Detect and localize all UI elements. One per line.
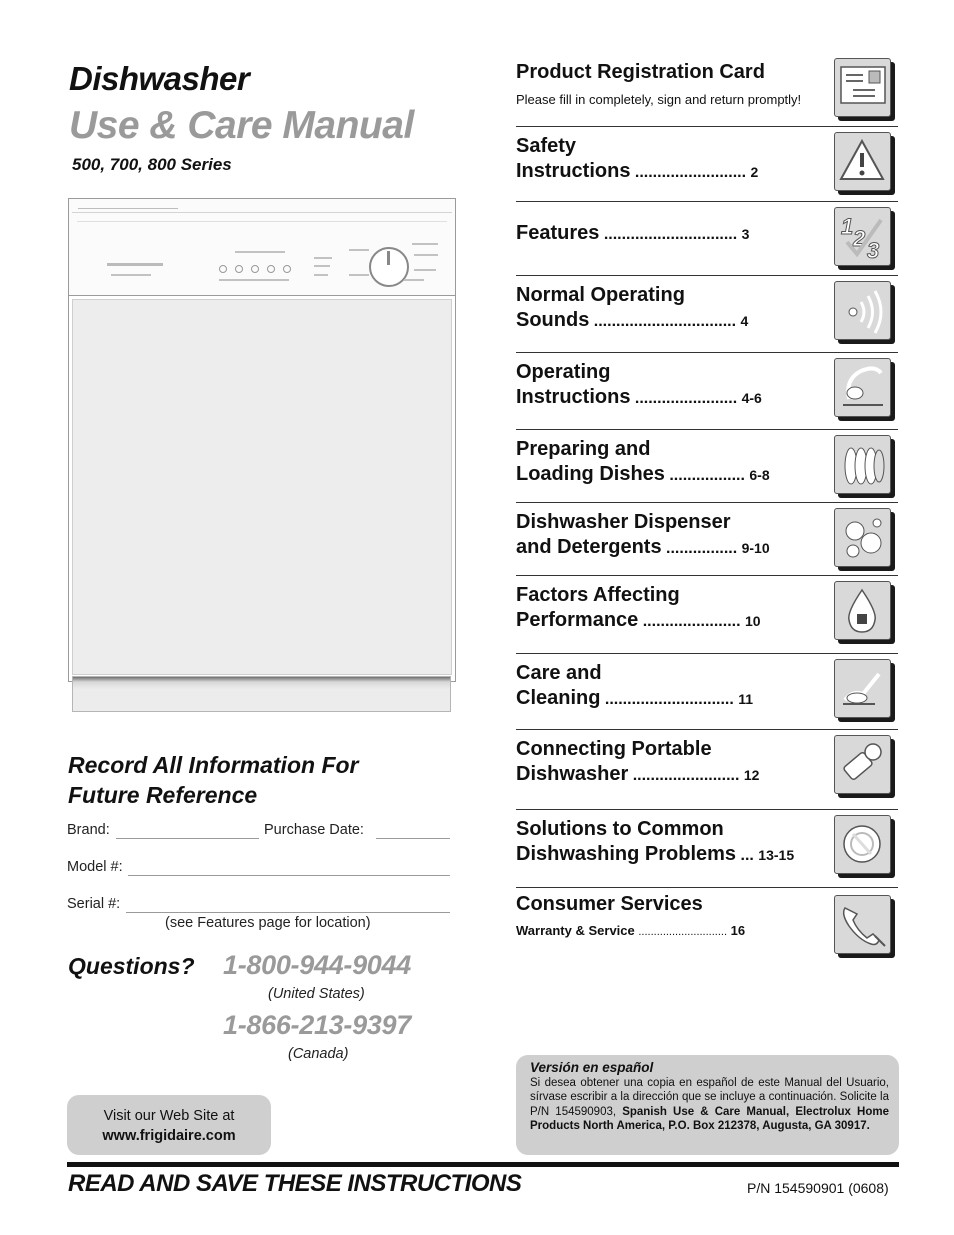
spanish-title: Versión en español xyxy=(530,1060,654,1075)
toc-registration[interactable] xyxy=(516,58,898,126)
toc-item-dots: ...................... xyxy=(638,613,745,630)
toc-consumer-sub xyxy=(516,923,745,938)
toc-divider xyxy=(516,429,898,430)
toc-item-title xyxy=(516,437,770,488)
dishwasher-vent xyxy=(72,202,452,213)
toc-item-line1: Operating xyxy=(516,361,611,383)
spanish-version-box xyxy=(516,1055,899,1155)
numbers-123-icon xyxy=(834,207,891,266)
toc-item-page: 2 xyxy=(750,164,759,180)
toc-divider xyxy=(516,653,898,654)
toc-item[interactable] xyxy=(516,352,898,429)
toc-item-line2-text: Cleaning xyxy=(516,687,601,709)
toc-item-line1: Safety xyxy=(516,135,577,157)
toc-item-title xyxy=(516,817,794,868)
stacked-dishes-icon xyxy=(834,435,891,494)
toc-item-line2 xyxy=(516,608,761,634)
website-url[interactable]: www.frigidaire.com xyxy=(102,1128,236,1144)
toc-registration-subtitle: Please fill in completely, sign and return promptly! xyxy=(516,92,802,107)
sound-waves-icon xyxy=(834,281,891,340)
footer-rule xyxy=(67,1162,899,1167)
dishwasher-control-panel xyxy=(69,199,455,296)
footer-read-save: READ AND SAVE THESE INSTRUCTIONS xyxy=(68,1170,522,1197)
toc-item-page: 9-10 xyxy=(741,540,770,556)
toc-item-dots: ........................ xyxy=(628,767,744,784)
dishwasher-door xyxy=(72,299,452,675)
detergent-icon xyxy=(834,508,891,567)
toc-divider xyxy=(516,575,898,576)
spanish-body xyxy=(530,1076,889,1134)
toc-item-line2 xyxy=(516,385,762,411)
series-label: 500, 700, 800 Series xyxy=(72,155,232,174)
toc-item-page: 3 xyxy=(741,226,750,242)
water-drop-icon xyxy=(834,581,891,640)
record-heading-line2: Future Reference xyxy=(68,782,258,808)
toc-item[interactable] xyxy=(516,575,898,653)
toc-item-line1: Connecting Portable xyxy=(516,738,712,760)
toc-item-line1: Features .............................. 3 xyxy=(516,222,750,244)
toc-item-dots: ............................. xyxy=(600,691,739,708)
toc-item-title xyxy=(516,583,761,634)
telephone-icon xyxy=(834,895,891,954)
toc-divider xyxy=(516,352,898,353)
toc-item-title xyxy=(516,360,762,411)
toc-item[interactable] xyxy=(516,201,898,275)
purchase-date-field[interactable] xyxy=(376,838,450,839)
toc-item-line2-text: Sounds xyxy=(516,309,590,331)
toc-item[interactable] xyxy=(516,653,898,729)
toc-item-page: 13-15 xyxy=(758,847,795,863)
cleaning-hand-icon xyxy=(834,659,891,718)
toc-divider xyxy=(516,729,898,730)
toc-item[interactable] xyxy=(516,729,898,809)
toc-item-page: 6-8 xyxy=(749,467,770,483)
envelope-icon xyxy=(834,58,891,117)
finger-press-icon xyxy=(834,358,891,417)
toc-divider xyxy=(516,126,898,127)
svg-text:1: 1 xyxy=(841,214,854,239)
record-heading-line1: Record All Information For xyxy=(68,752,359,778)
toc-registration-title: Product Registration Card xyxy=(516,61,765,83)
toc-item[interactable] xyxy=(516,126,898,201)
toc-item-title xyxy=(516,510,770,561)
toc-consumer-title: Consumer Services xyxy=(516,893,703,915)
manual-title: Dishwasher xyxy=(69,60,250,97)
toc-item-line2-text: Performance xyxy=(516,609,639,631)
website-label: Visit our Web Site at xyxy=(103,1108,235,1124)
toc-item-line2-text: Instructions xyxy=(516,386,631,408)
toc-item-title xyxy=(516,661,753,712)
toc-consumer-services[interactable] xyxy=(516,887,898,957)
toc-item-title xyxy=(516,221,749,247)
spanish-body-plain: Si desea obtener una copia en español de este Manual del Usuario, sírvase escribir a la dirección que se incluye a continuación. Solicite la P/N 154590903, xyxy=(530,1076,889,1118)
svg-text:3: 3 xyxy=(867,238,880,263)
toc-item-line1: Factors Affecting xyxy=(516,584,680,606)
country-us: (United States) xyxy=(268,986,365,1002)
toc-item-line2-text: Dishwasher xyxy=(516,763,629,785)
toc-item-page: 12 xyxy=(743,767,760,783)
plate-icon xyxy=(834,815,891,874)
toc-item-line2-text: Loading Dishes xyxy=(516,463,665,485)
dishwasher-kickplate xyxy=(72,676,451,712)
toc-item-title xyxy=(516,283,748,334)
toc-item-line1: Care and xyxy=(516,662,602,684)
phone-canada[interactable]: 1-866-213-9397 xyxy=(223,1010,411,1040)
toc-item-dots: ................. xyxy=(664,467,750,484)
toc-item[interactable] xyxy=(516,502,898,575)
manual-subtitle: Use & Care Manual xyxy=(69,104,414,147)
toc-item-line2 xyxy=(516,159,758,185)
serial-label: Serial #: xyxy=(67,896,121,912)
purchase-date-label: Purchase Date: xyxy=(264,822,364,838)
toc-item-title xyxy=(516,134,758,185)
toc-item[interactable] xyxy=(516,275,898,352)
toc-divider xyxy=(516,275,898,276)
toc-item[interactable] xyxy=(516,809,898,887)
toc-divider xyxy=(516,201,898,202)
toc-item-dots: ... xyxy=(736,847,759,864)
toc-item-line2-text: Dishwashing Problems xyxy=(516,843,737,865)
toc-item-title xyxy=(516,737,759,788)
toc-item-dots: ......................... xyxy=(630,164,751,181)
website-box xyxy=(67,1095,271,1155)
toc-item-line2 xyxy=(516,686,753,712)
svg-text:2: 2 xyxy=(853,226,866,251)
toc-consumer-page: 16 xyxy=(730,923,746,938)
toc-divider xyxy=(516,502,898,503)
model-label: Model #: xyxy=(67,859,123,875)
toc-item-page: 11 xyxy=(738,691,754,707)
serial-note: (see Features page for location) xyxy=(165,915,371,931)
questions-label: Questions? xyxy=(68,953,195,979)
toc-item-line1: Solutions to Common xyxy=(516,818,724,840)
toc-item-line2-text: and Detergents xyxy=(516,536,662,558)
toc-divider xyxy=(516,809,898,810)
toc-item-page: 10 xyxy=(744,613,761,629)
cycle-dial xyxy=(369,247,409,287)
toc-item-line2 xyxy=(516,535,770,561)
toc-item-line2 xyxy=(516,308,748,334)
toc-consumer-sub-label: Warranty & Service xyxy=(516,923,635,938)
toc-item-dots: ................................ xyxy=(589,313,741,330)
serial-field[interactable] xyxy=(126,912,450,913)
phone-us[interactable]: 1-800-944-9044 xyxy=(223,950,411,980)
toc-item-line1: Normal Operating xyxy=(516,284,685,306)
toc-item-line2 xyxy=(516,842,794,868)
warning-icon xyxy=(834,132,891,191)
toc-item-line2 xyxy=(516,762,759,788)
toc-item-line1: Dishwasher Dispenser xyxy=(516,511,731,533)
dishwasher-illustration xyxy=(68,198,456,682)
country-canada: (Canada) xyxy=(288,1046,349,1062)
brand-label: Brand: xyxy=(67,822,110,838)
toc-item-dots: ................ xyxy=(661,540,742,557)
toc-consumer-dots: ............................. xyxy=(638,926,728,938)
footer-part-number: P/N 154590901 (0608) xyxy=(747,1180,889,1196)
faucet-adapter-icon xyxy=(834,735,891,794)
toc-item-line1: Preparing and xyxy=(516,438,651,460)
toc-item-page: 4-6 xyxy=(741,390,762,406)
record-heading xyxy=(68,750,428,810)
brand-field[interactable] xyxy=(116,838,259,839)
toc-item-line2-text: Instructions xyxy=(516,160,631,182)
toc-item-dots: ....................... xyxy=(630,390,742,407)
spanish-body-bold: Spanish Use & Care Manual, Electrolux Home Products North America, P.O. Box 212378, Augusta, GA 30917. xyxy=(530,1105,889,1132)
model-field[interactable] xyxy=(128,875,450,876)
toc-item-line2 xyxy=(516,462,770,488)
toc-item-dots: .............................. xyxy=(599,226,742,243)
toc-item[interactable] xyxy=(516,429,898,502)
toc-item-page: 4 xyxy=(740,313,749,329)
